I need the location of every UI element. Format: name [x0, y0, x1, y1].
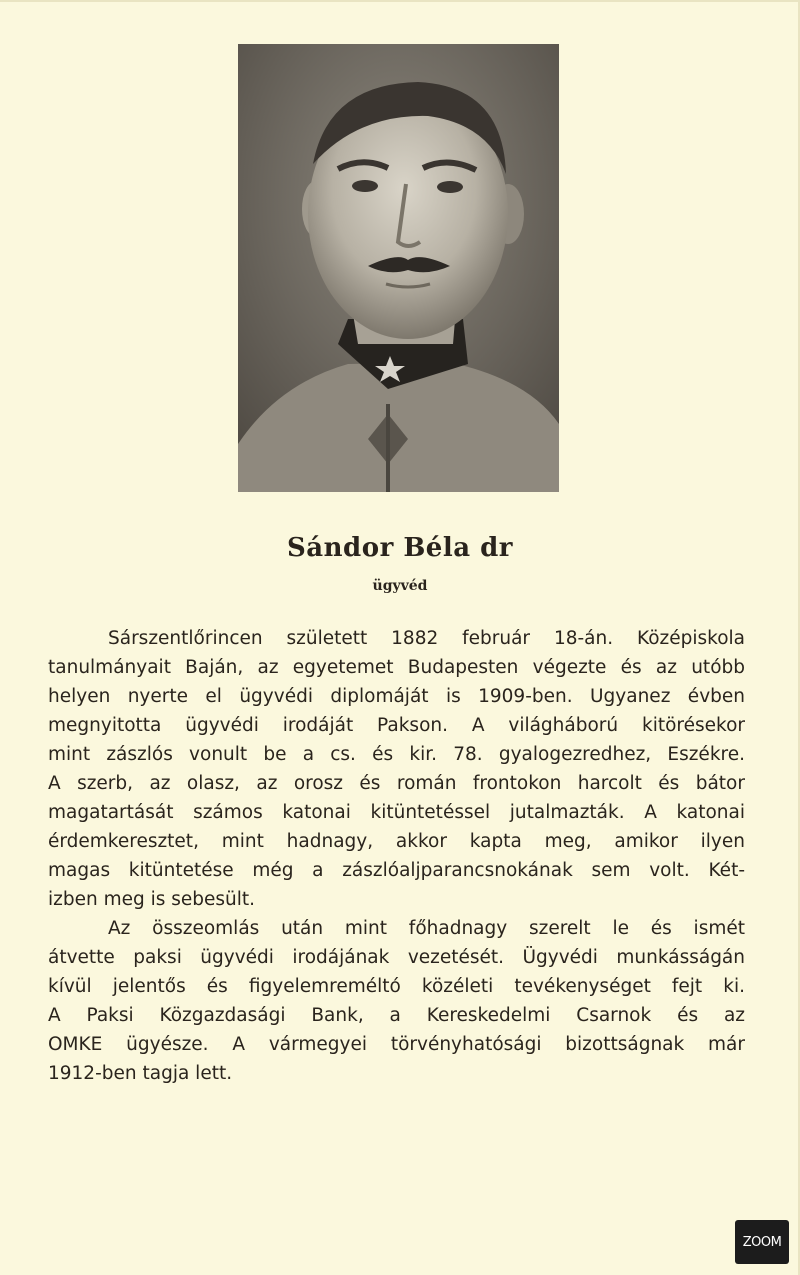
biography-line: A Paksi Közgazdasági Bank, a Kereskedelmi Csarnok és az: [48, 1005, 745, 1026]
portrait-photo: [238, 44, 559, 492]
biography-line: magatartását számos katonai kitüntetéssel jutalmazták. A katonai: [48, 802, 745, 823]
person-profession: ügyvéd: [372, 578, 428, 594]
biography-line: átvette paksi ügyvédi irodájának vezetését. Ügyvédi munkásságán: [48, 947, 745, 968]
biography-line: A szerb, az olasz, az orosz és román frontokon harcolt és bátor: [48, 773, 745, 794]
biography-line: megnyitotta ügyvédi irodáját Pakson. A világháború kitörésekor: [48, 715, 745, 736]
biography-text: [48, 624, 745, 1088]
biography-line: mint zászlós vonult be a cs. és kir. 78. gyalogezredhez, Eszékre.: [48, 744, 745, 765]
biography-line: 1912-ben tagja lett.: [48, 1063, 233, 1084]
biography-line: OMKE ügyésze. A vármegyei törvényhatósági bizottságnak már: [48, 1034, 745, 1055]
biography-line: magas kitüntetése még a zászlóaljparancsnokának sem volt. Két-: [48, 860, 745, 881]
biography-line: kívül jelentős és figyelemreméltó közéleti tevékenységet fejt ki.: [48, 976, 745, 997]
biography-line: Sárszentlőrincen született 1882 február 18-án. Középiskola: [108, 628, 745, 649]
biography-line: helyen nyerte el ügyvédi diplomáját is 1909-ben. Ugyanez évben: [48, 686, 745, 707]
zoom-logo-icon: ZOOM: [735, 1220, 789, 1264]
biography-line: Az összeomlás után mint főhadnagy szerelt le és ismét: [108, 918, 745, 939]
biography-line: tanulmányait Baján, az egyetemet Budapesten végezte és az utóbb: [48, 657, 745, 678]
biography-line: érdemkeresztet, mint hadnagy, akkor kapta meg, amikor ilyen: [48, 831, 745, 852]
person-name: Sándor Béla dr: [287, 533, 513, 563]
biography-line: izben meg is sebesült.: [48, 889, 256, 910]
